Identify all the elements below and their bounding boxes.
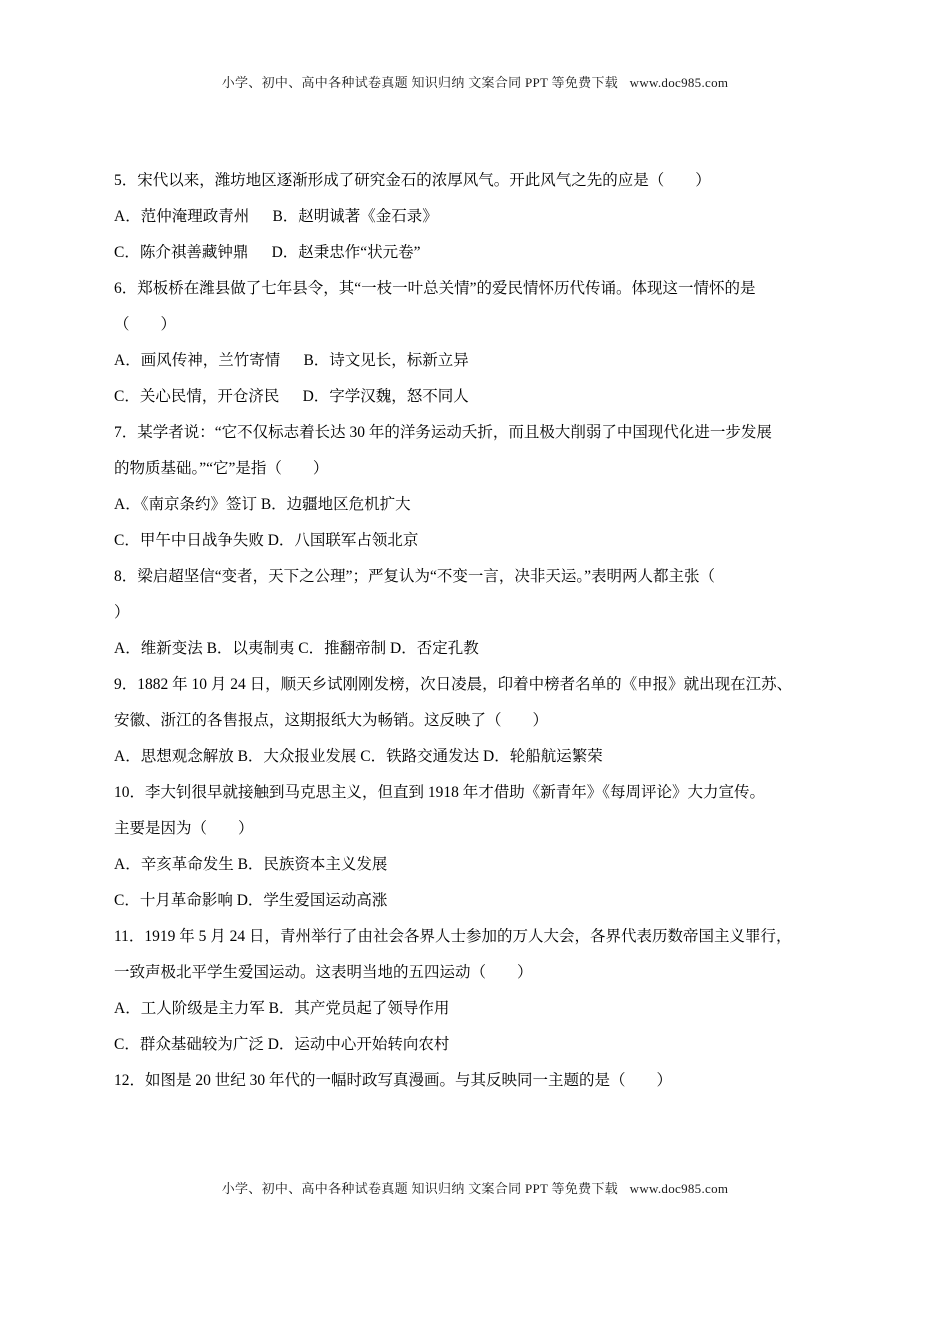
text-line: A．工人阶级是主力军 B．其产党员起了领导作用 — [114, 1000, 450, 1017]
text-line: C．群众基础较为广泛 D．运动中心开始转向农村 — [114, 1036, 450, 1053]
text-line: 11．1919 年 5 月 24 日，青州举行了由社会各界人士参加的万人大会，各界代表历数帝国主义罪行， — [114, 928, 792, 945]
text-line: 5．宋代以来，潍坊地区逐渐形成了研究金石的浓厚风气。开此风气之先的应是（ ） — [114, 172, 711, 189]
text-line: 7．某学者说：“它不仅标志着长达 30 年的洋务运动夭折，而且极大削弱了中国现代化进一步发展 — [114, 424, 772, 441]
text-line: 12．如图是 20 世纪 30 年代的一幅时政写真漫画。与其反映同一主题的是（ ） — [114, 1072, 673, 1089]
text-line: 9．1882 年 10 月 24 日，顺天乡试刚刚发榜，次日凌晨，印着中榜者名单的《申报》就出现在江苏、 — [114, 676, 793, 693]
text-line: A．维新变法 B．以夷制夷 C．推翻帝制 D．否定孔教 — [114, 640, 479, 657]
text-line: ） — [114, 604, 130, 621]
text-line: 安徽、浙江的各售报点，这期报纸大为畅销。这反映了（ ） — [114, 712, 549, 729]
text-line: A．范仲淹理政青州 B．赵明诚著《金石录》 — [114, 208, 438, 225]
text-line: A．辛亥革命发生 B．民族资本主义发展 — [114, 856, 388, 873]
text-line: 的物质基础。”“它”是指（ ） — [114, 460, 329, 477]
header-url: www.doc985.com — [629, 75, 729, 90]
text-line: C．陈介祺善藏钟鼎 D．赵秉忠作“状元卷” — [114, 244, 421, 261]
text-line: A．画风传神，兰竹寄情 B．诗文见长，标新立异 — [114, 352, 469, 369]
footer-text: 小学、初中、高中各种试卷真题 知识归纳 文案合同 PPT 等免费下载 — [221, 1181, 619, 1196]
page-header — [0, 72, 950, 91]
header-text: 小学、初中、高中各种试卷真题 知识归纳 文案合同 PPT 等免费下载 — [221, 75, 619, 90]
document-body — [114, 163, 862, 1099]
text-line: 6．郑板桥在潍县做了七年县令，其“一枝一叶总关情”的爱民情怀历代传诵。体现这一情怀的是 — [114, 280, 756, 297]
text-line: 一致声极北平学生爱国运动。这表明当地的五四运动（ ） — [114, 964, 533, 981]
text-line: （ ） — [114, 316, 177, 333]
text-line: A．《南京条约》签订 B．边疆地区危机扩大 — [114, 496, 411, 513]
text-line: 10．李大钊很早就接触到马克思主义，但直到 1918 年才借助《新青年》《每周评论》大力宣传。 — [114, 784, 766, 801]
text-line: A．思想观念解放 B．大众报业发展 C．铁路交通发达 D．轮船航运繁荣 — [114, 748, 603, 765]
text-line: 主要是因为（ ） — [114, 820, 254, 837]
page-footer — [0, 1178, 950, 1197]
text-line: C．甲午中日战争失败 D．八国联军占领北京 — [114, 532, 419, 549]
text-line: 8．梁启超坚信“变者，天下之公理”；严复认为“不变一言，决非天运。”表明两人都主张（ — [114, 568, 716, 585]
text-line: C．关心民情，开仓济民 D．字学汉魏，怒不同人 — [114, 388, 469, 405]
footer-url: www.doc985.com — [629, 1181, 729, 1196]
text-line: C．十月革命影响 D．学生爱国运动高涨 — [114, 892, 388, 909]
